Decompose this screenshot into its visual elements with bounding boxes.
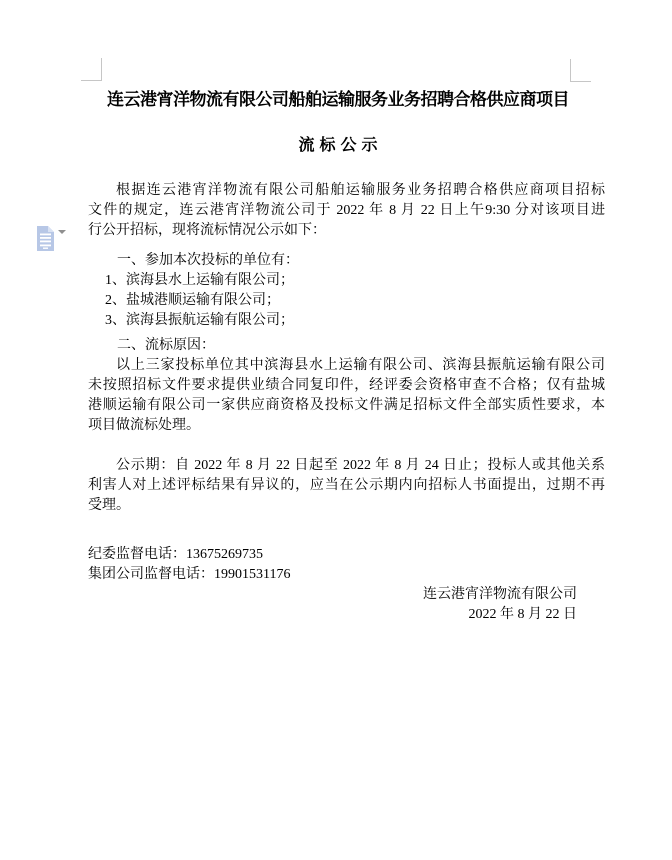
intro-line: 根据连云港宵洋物流有限公司船舶运输服务业务招聘合格供应商项目招标 bbox=[116, 183, 605, 198]
bidder-item: 3、滨海县振航运输有限公司； bbox=[105, 313, 294, 328]
signature-company: 连云港宵洋物流有限公司 bbox=[423, 587, 577, 602]
intro-line: 文件的规定，连云港宵洋物流公司于 2022 年 8 月 22 日上午9:30 分对该项目进 bbox=[88, 203, 605, 218]
notice-line: 受理。 bbox=[88, 498, 130, 513]
bidder-item: 2、盐城港顺运输有限公司； bbox=[105, 293, 280, 308]
reason-line: 项目做流标处理。 bbox=[88, 418, 200, 433]
text-boundary-mark-top-right bbox=[570, 59, 591, 82]
notice-line: 公示期：自 2022 年 8 月 22 日起至 2022 年 8 月 24 日止；投标人或其他关系 bbox=[116, 458, 605, 473]
notice-line: 利害人对上述评标结果有异议的，应当在公示期内向招标人书面提出，过期不再 bbox=[88, 478, 605, 493]
signature-date: 2022 年 8 月 22 日 bbox=[468, 607, 577, 622]
paste-options-button[interactable] bbox=[36, 226, 72, 252]
text-boundary-mark-top-left bbox=[81, 58, 102, 81]
intro-paragraph bbox=[88, 181, 605, 241]
reason-line: 未按照招标文件要求提供业绩合同复印件，经评委会资格审查不合格；仅有盐城 bbox=[88, 378, 605, 393]
phones-block bbox=[88, 545, 605, 585]
document-page-icon bbox=[36, 226, 55, 256]
bidder-item: 1、滨海县水上运输有限公司； bbox=[105, 273, 294, 288]
reason-line: 以上三家投标单位其中滨海县水上运输有限公司、滨海县振航运输有限公司 bbox=[116, 358, 605, 373]
bidders-heading: 一、参加本次投标的单位有： bbox=[117, 253, 299, 268]
intro-line: 行公开招标，现将流标情况公示如下： bbox=[88, 223, 326, 238]
chevron-down-icon[interactable] bbox=[58, 234, 67, 241]
notice-paragraph bbox=[88, 456, 605, 516]
phone-line: 集团公司监督电话：19901531176 bbox=[88, 567, 291, 582]
signature-block bbox=[88, 585, 577, 625]
document-title: 连云港宵洋物流有限公司船舶运输服务业务招聘合格供应商项目 bbox=[107, 90, 569, 109]
phone-line: 纪委监督电话：13675269735 bbox=[88, 547, 263, 562]
reason-heading: 二、流标原因： bbox=[117, 338, 215, 353]
reason-section bbox=[88, 336, 605, 436]
bidders-section bbox=[88, 251, 605, 331]
reason-line: 港顺运输有限公司一家供应商资格及投标文件满足招标文件全部实质性要求，本 bbox=[88, 398, 605, 413]
document-subtitle: 流标公示 bbox=[298, 137, 383, 154]
